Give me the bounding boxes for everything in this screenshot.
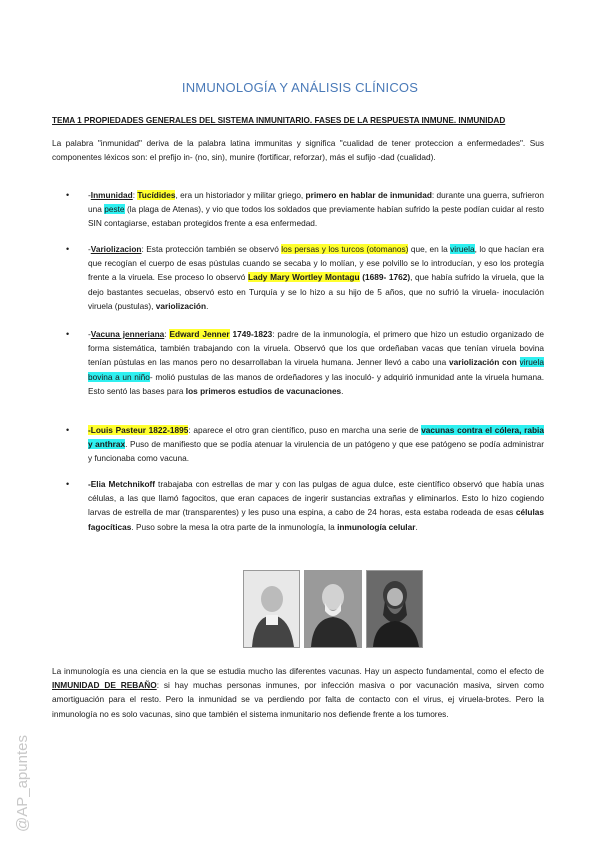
highlight-text: viruela bovina a un niño [88,357,544,382]
highlight-name: Edward Jenner [169,329,230,339]
text: (la plaga de Atenas), y vio que todos los soldados que previamente habían sufrido la peste podían cuidar al resto SIN contagiarse, estaban protegidos frente a esa enfermedad. [88,204,544,229]
watermark [14,720,36,840]
term: Variolizacion [90,244,142,254]
bullet-dot: • [66,425,70,435]
text: . Puso sobre la mesa la otra parte de la inmunología, la [131,521,338,532]
highlight-text: viruela [450,244,475,254]
text: : durante una guerra, sufrieron una [88,190,544,215]
text: . Puso de manifiesto que se podía atenuar la virulencia de un patógeno y que ese patógeno se podía administrar y funcionaba como vacuna. [88,439,545,464]
bullet-vacuna-jenneriana: -Vacuna jenneriana: Edward Jenner 1749-1823: padre de la inmunología, el primero que hizo un estudio organizado de forma sistemática, también trabajando con la viruela. Observó que los que ordeñaban vacas que tenían viruela bovina tenían pústulas en las manos pero no desarrollaban la viruela humana. Jenner llevó a cabo una variolización con viruela bovina a un niño- molió pustulas de las manos de ordeñadores y las inoculó- y adquirió inmunidad ante la viruela humana. Esto sentó las bases para los primeros estudios de vacunaciones. [88,329,544,396]
text: , que había sufrido la viruela, que la dejo bastantes secuelas, observó esto en Turquía y se lo hizo a su hijo de 5 años, que no sufrió la viruela- inoculación viruela (pustulas), [88,272,544,311]
bullet-dot: • [66,244,70,254]
text: La inmunología es una ciencia en la que se estudia mucho las diferentes vacunas. Hay un aspecto fundamental, como el efecto de [52,666,544,676]
bullet-dot: • [66,329,70,339]
bold-text: variolización con [449,357,520,368]
highlight-name: -Louis Pasteur 1822-1895 [88,425,189,435]
bullet-inmunidad: -Inmunidad: Tucídides, era un historiador y militar griego, primero en hablar de inmunidad: durante una guerra, sufrieron una peste (la plaga de Atenas), y vio que todos los soldados que previamente habían sufrido la peste podían cuidar al resto SIN contagiarse, estaban protegidos frente a esa enfermedad. [88,190,544,229]
bold-text: 1749-1823 [229,329,273,339]
bold-term: INMUNIDAD DE REBAÑO [52,680,157,691]
intro-paragraph: La palabra "inmunidad" deriva de la palabra latina immunitas y significa "cualidad de tener proteccion a enfermedades". Sus componentes léxicos son: el prefijo in- (no, sin), munire (fortificar, reforzar), más el sufijo -dad (cualidad). [52,138,544,163]
bullet-dot: • [66,190,70,200]
watermark-text: @AP_apuntes [14,735,31,832]
bullet-dot: • [66,479,70,489]
bold-text: células fagocíticas [88,507,544,532]
text: . [206,300,209,311]
bold-text: inmunología celular [337,521,416,532]
highlight-text: vacunas contra el cólera, rabia y anthrax [88,425,544,450]
bold-text: (1689- 1762) [359,272,411,283]
text: que, en la [408,244,451,254]
highlight-name: Lady Mary Wortley Montagu [248,272,360,283]
bold-text: primero en hablar de inmunidad [305,190,432,200]
term: Inmunidad [90,190,133,200]
bullet-pasteur [88,423,544,466]
highlight-name: Tucídides [137,190,176,200]
bold-text: los primeros estudios de vacunaciones [185,385,342,396]
portraits-image [243,570,423,646]
text: : Esta protección también se observó [141,244,282,254]
text: , lo que hacían era que recogían el cuerpo de esas pústulas cuando se secaba y lo molían, y ese polvillo se lo introducían, y eso los protegía frente a la viruela. Ese proceso lo observó [88,244,544,283]
text: . [415,521,418,532]
text: trabajaba con estrellas de mar y con las pulgas de agua dulce, este científico observó que había unas células, a las que llamó fagocitos, que eran capaces de ingerir sustancias extrañas y eliminarlos. Esto lo hizo cogiendo larvas de estrella de mar (transparentes) y les puso una espina, a cabo de 24 horas, esta estaba rodeada de esas [88,479,544,518]
closing-paragraph [52,664,544,721]
text: : padre de la inmunología, el primero que hizo un estudio organizado de forma sistemática, también trabajando con la viruela. Observó que los que ordeñaban vacas que tenían viruela bovina tenían pústulas en las manos pero no desarrollaban la viruela humana. Jenner llevó a cabo una [88,329,544,368]
portrait-jenner [243,570,300,648]
bold-text: variolización [155,300,207,311]
document-title: INMUNOLOGÍA Y ANÁLISIS CLÍNICOS [181,80,419,95]
highlight-text: los persas y los turcos (otomanos) [281,244,409,254]
text: : aparece el otro gran científico, puso en marcha una serie de [188,425,422,435]
portrait-metchnikoff [366,570,423,648]
highlight-text: peste [104,204,125,215]
bullet-metchnikoff [88,477,544,534]
section-heading: TEMA 1 PROPIEDADES GENERALES DEL SISTEMA INMUNITARIO. FASES DE LA RESPUESTA INMUNE. INMUNIDAD [52,116,506,125]
text: - molió pustulas de las manos de ordeñadores y las inoculó- y adquirió inmunidad ante la viruela humana. Esto sentó las bases para [88,371,544,396]
term: Vacuna jenneriana [90,329,165,339]
portrait-pasteur [304,570,361,648]
bold-name: -Elia Metchnikoff [88,479,156,489]
text: , era un historiador y militar griego, [175,190,306,200]
text: : [164,329,170,339]
text: : si hay muchas personas inmunes, por infección masiva o por vacunación masiva, sirven como amortiguación para el resto. Pero la inmunidad se va perdiendo por falta de contacto con el virus, ej viruela-brotes. Pero la inmunología no es solo vacunas, sino que también el sistema inmunitario nos defiende frente a los tumores. [52,680,544,719]
text: . [341,385,344,396]
bullet-variolizacion: -Variolizacion: Esta protección también se observó los persas y los turcos (otomanos) que, en la viruela, lo que hacían era que recogían el cuerpo de esas pústulas cuando se secaba y lo molían, y ese polvillo se lo introducían, y eso los protegía frente a la viruela. Ese proceso lo observó Lady Mary Wortley Montagu (1689- 1762), que había sufrido la viruela, que la dejo bastantes secuelas, observó esto en Turquía y se lo hizo a su hijo de 5 años, que no sufrió la viruela- inoculación viruela (pustulas), variolización. [88,244,544,311]
